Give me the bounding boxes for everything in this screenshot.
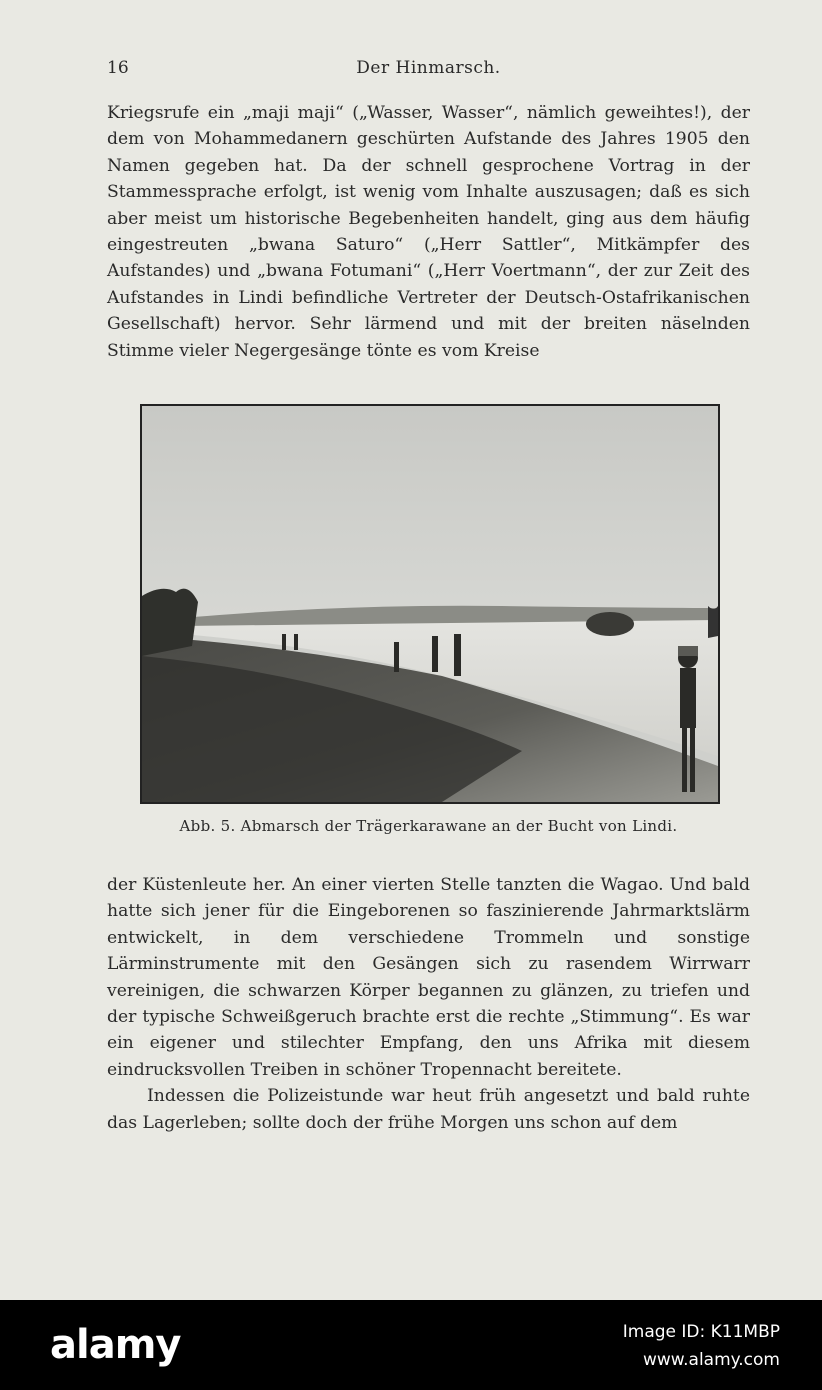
paragraph: Indessen die Polizeistunde war heut früh angesetzt und bald ruhte das Lagerleben; sollte doch der frühe Morgen uns schon auf dem — [107, 1086, 750, 1133]
figure-caption: Abb. 5. Abmarsch der Trägerkarawane an der Bucht von Lindi. — [179, 817, 678, 835]
paragraph: Kriegsrufe ein „maji maji“ („Wasser, Wasser“, nämlich geweihtes!), der dem von Mohammedanern geschürten Aufstande des Jahres 1905 den Namen gegeben hat. Da der schnell gesprochene Vortrag in der Stammessprache erfolgt, ist wenig vom Inhalte auszusagen; daß es sich aber meist um historische Begebenheiten handelt, ging aus dem häufig eingestreuten „bwana Saturo“ („Herr Sattler“, Mitkämpfer des Aufstandes) und „bwana Fotumani“ („Herr Voertmann“, der zur Zeit des Aufstandes in Lindi befindliche Vertreter der Deutsch-Ostafrikanischen Gesellschaft) hervor. Sehr lärmend und mit der breiten näselnden Stimme vieler Negergesänge tönte es vom Kreise — [107, 103, 750, 361]
photo-figure — [140, 404, 720, 804]
page-number: 16 — [107, 58, 129, 78]
watermark-footer — [0, 1300, 822, 1390]
body-text-top — [107, 100, 750, 364]
brand-logo: alamy — [50, 1322, 181, 1368]
beach-photo — [142, 406, 718, 802]
body-text-bottom — [107, 872, 750, 1136]
page-header — [107, 58, 750, 84]
site-url: www.alamy.com — [642, 1350, 780, 1370]
paragraph: der Küstenleute her. An einer vierten Stelle tanzten die Wagao. Und bald hatte sich jener für die Eingeborenen so faszinierende Jahrmarktslärm entwickelt, in dem verschiedene Trommeln und sonstige Lärminstrumente mit den Gesängen sich zu rasendem Wirrwarr vereinigen, die schwarzen Körper begannen zu glänzen, zu triefen und der typische Schweißgeruch brachte erst die rechte „Stimmung“. Es war ein eigener und stilechter Empfang, den uns Afrika mit diesem eindrucksvollen Treiben in schöner Tropennacht bereitete. — [107, 875, 750, 1080]
running-title: Der Hinmarsch. — [356, 58, 501, 78]
image-id-label: Image ID: K11MBP — [622, 1322, 780, 1342]
